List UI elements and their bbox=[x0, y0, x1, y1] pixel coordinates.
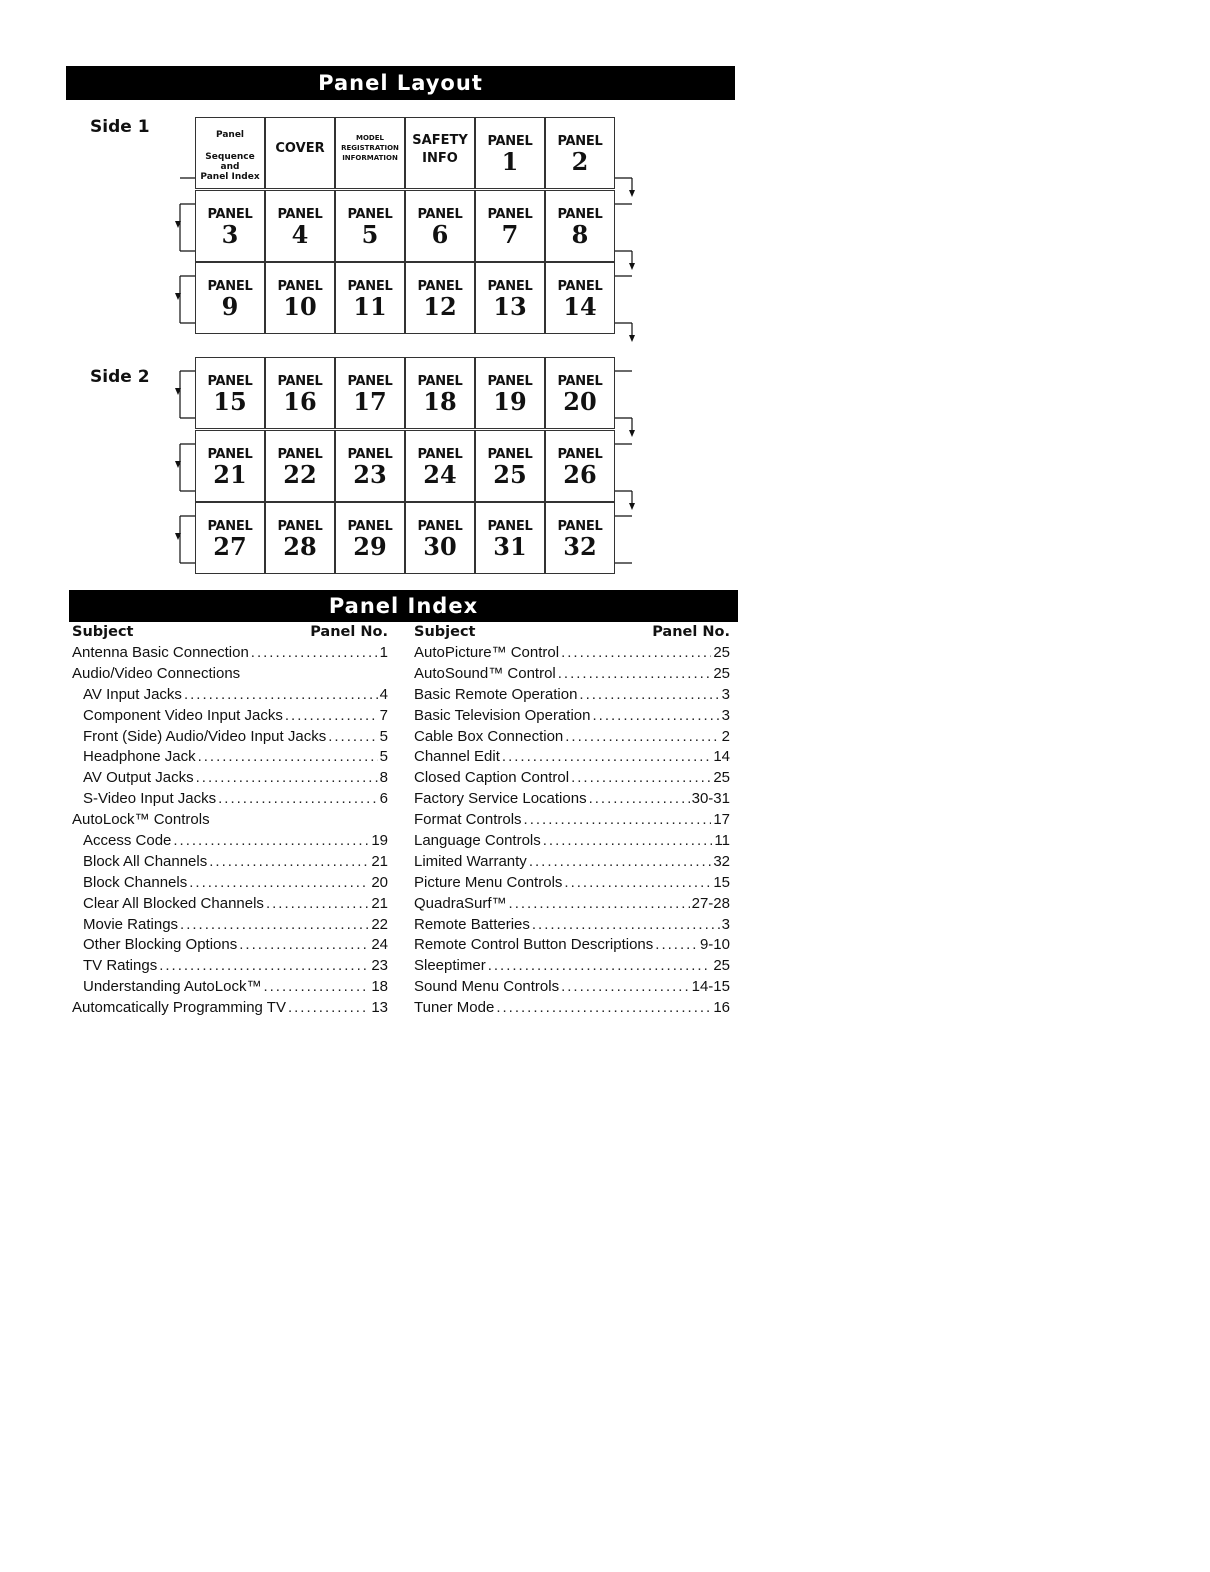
index-panel-number: 30-31 bbox=[691, 790, 730, 808]
dot-leader bbox=[285, 706, 378, 727]
panel-number: 28 bbox=[283, 532, 317, 561]
panel-word: PANEL bbox=[417, 519, 463, 534]
panel-word: PANEL bbox=[277, 279, 323, 294]
cell-panel-15 bbox=[195, 357, 265, 429]
dot-leader bbox=[251, 643, 378, 664]
panel-number: 4 bbox=[291, 220, 309, 249]
index-panel-number: 14-15 bbox=[691, 978, 730, 996]
panel-number: 26 bbox=[563, 460, 597, 489]
index-subject: Cable Box Connection bbox=[414, 727, 564, 745]
panel-number: 19 bbox=[493, 387, 527, 416]
dot-leader bbox=[571, 768, 711, 789]
index-entry bbox=[72, 810, 388, 831]
index-panel-number: 25 bbox=[713, 957, 730, 975]
index-panel-number: 11 bbox=[714, 832, 730, 850]
panel-word: PANEL bbox=[207, 279, 253, 294]
safety-line-2: INFO bbox=[422, 151, 458, 166]
panel-number: 31 bbox=[493, 532, 527, 561]
index-subject: Basic Television Operation bbox=[414, 706, 591, 724]
cell-safety-info bbox=[405, 117, 475, 189]
dot-leader bbox=[524, 810, 712, 831]
index-subject: Antenna Basic Connection bbox=[72, 644, 249, 661]
index-subject: Other Blocking Options bbox=[83, 936, 238, 954]
index-subject: AutoLock™ Controls bbox=[72, 811, 210, 829]
panel-sequence-line-2: Sequence bbox=[205, 152, 255, 162]
dot-leader bbox=[159, 956, 369, 977]
dot-leader bbox=[488, 956, 712, 977]
index-subject: S-Video Input Jacks bbox=[83, 790, 217, 808]
panel-word: PANEL bbox=[417, 374, 463, 389]
index-entry bbox=[414, 789, 730, 810]
flow-arrow-down bbox=[629, 430, 635, 437]
index-entry bbox=[414, 956, 730, 977]
dot-leader bbox=[561, 977, 690, 998]
index-entry bbox=[72, 685, 388, 706]
index-entry bbox=[72, 643, 388, 664]
index-entry bbox=[72, 789, 388, 810]
dot-leader bbox=[189, 873, 369, 894]
index-subject: AV Output Jacks bbox=[83, 769, 194, 787]
index-panel-number: 27-28 bbox=[691, 894, 730, 912]
index-panel-number: 25 bbox=[713, 664, 730, 682]
index-entry bbox=[414, 894, 730, 915]
panel-number: 16 bbox=[283, 387, 317, 416]
dot-leader bbox=[592, 706, 719, 727]
index-panel-number: 3 bbox=[721, 685, 730, 703]
index-entry bbox=[414, 935, 730, 956]
index-subject: Audio/Video Connections bbox=[72, 664, 241, 682]
panel-word: PANEL bbox=[277, 447, 323, 462]
panel-number: 20 bbox=[563, 387, 597, 416]
index-entry bbox=[72, 873, 388, 894]
index-panel-number: 20 bbox=[371, 873, 388, 891]
index-panel-number: 14 bbox=[713, 748, 730, 766]
panel-word: PANEL bbox=[347, 207, 393, 222]
dot-leader bbox=[579, 685, 719, 706]
panel-number: 18 bbox=[423, 387, 457, 416]
index-entry bbox=[414, 873, 730, 894]
cell-cover bbox=[265, 117, 335, 189]
panel-word: PANEL bbox=[557, 519, 603, 534]
cell-panel-20 bbox=[545, 357, 615, 429]
dot-leader bbox=[180, 915, 369, 936]
index-subject: AutoSound™ Control bbox=[414, 664, 556, 682]
dot-leader bbox=[564, 873, 711, 894]
panel-word: PANEL bbox=[207, 447, 253, 462]
panel-number: 32 bbox=[563, 532, 597, 561]
index-panel-number: 6 bbox=[379, 790, 388, 808]
panel-sequence-line-3: and bbox=[220, 162, 240, 172]
index-subject: Language Controls bbox=[414, 832, 541, 850]
index-entry bbox=[414, 998, 730, 1019]
index-subject: Format Controls bbox=[414, 811, 522, 829]
index-panel-number: 25 bbox=[713, 644, 730, 661]
panel-number: 10 bbox=[283, 292, 317, 321]
index-subject: Limited Warranty bbox=[414, 852, 527, 870]
flow-arrow-down bbox=[629, 190, 635, 197]
dot-leader bbox=[509, 894, 690, 915]
index-subject: TV Ratings bbox=[83, 957, 158, 975]
panel-word: PANEL bbox=[277, 207, 323, 222]
dot-leader bbox=[565, 727, 719, 748]
index-subject: Tuner Mode bbox=[414, 999, 495, 1017]
index-panel-number: 3 bbox=[721, 915, 730, 933]
index-panel-number: 32 bbox=[713, 852, 730, 870]
index-subject: Clear All Blocked Channels bbox=[83, 894, 264, 912]
panel-word: PANEL bbox=[487, 374, 533, 389]
index-entry bbox=[72, 998, 388, 1019]
panel-word: PANEL bbox=[557, 134, 603, 149]
index-entry bbox=[414, 747, 730, 768]
dot-leader bbox=[218, 789, 378, 810]
panel-word: PANEL bbox=[277, 374, 323, 389]
dot-leader bbox=[589, 789, 690, 810]
panel-number: 7 bbox=[501, 220, 519, 249]
panel-word: PANEL bbox=[557, 279, 603, 294]
index-panel-number: 25 bbox=[713, 769, 730, 787]
panel-number: 24 bbox=[423, 460, 457, 489]
cell-panel-18 bbox=[405, 357, 475, 429]
header-panel-no: Panel No. bbox=[310, 624, 388, 640]
index-right-column bbox=[414, 622, 730, 1019]
index-subject: Movie Ratings bbox=[83, 915, 179, 933]
side-1-label: Side 1 bbox=[90, 117, 150, 137]
index-entry bbox=[72, 727, 388, 748]
index-panel-number: 22 bbox=[371, 915, 388, 933]
cell-panel-sequence bbox=[195, 117, 265, 189]
panel-number: 1 bbox=[501, 147, 519, 176]
dot-leader bbox=[184, 685, 378, 706]
dot-leader bbox=[288, 998, 369, 1019]
index-entry bbox=[72, 894, 388, 915]
index-entry bbox=[72, 768, 388, 789]
header-subject: Subject bbox=[72, 624, 134, 640]
index-subject: Remote Control Button Descriptions bbox=[414, 936, 654, 954]
index-panel-number: 7 bbox=[379, 706, 388, 724]
panel-number: 30 bbox=[423, 532, 457, 561]
index-header bbox=[72, 622, 388, 643]
index-subject: Block Channels bbox=[83, 873, 188, 891]
panel-number: 8 bbox=[571, 220, 589, 249]
dot-leader bbox=[209, 852, 369, 873]
index-subject: Understanding AutoLock™ bbox=[83, 978, 262, 996]
cell-panel-1 bbox=[475, 117, 545, 189]
cell-panel-2 bbox=[545, 117, 615, 189]
index-panel-number: 8 bbox=[379, 769, 388, 787]
panel-word: PANEL bbox=[417, 207, 463, 222]
index-subject: Component Video Input Jacks bbox=[83, 706, 283, 724]
panel-word: PANEL bbox=[487, 447, 533, 462]
cell-panel-11 bbox=[335, 262, 405, 334]
dot-leader bbox=[239, 935, 369, 956]
panel-number: 29 bbox=[353, 532, 387, 561]
index-entry bbox=[414, 664, 730, 685]
index-subject: Front (Side) Audio/Video Input Jacks bbox=[83, 727, 327, 745]
index-panel-number: 4 bbox=[379, 685, 388, 703]
index-subject: Sleeptimer bbox=[414, 957, 486, 975]
cell-panel-8 bbox=[545, 190, 615, 262]
index-subject: Sound Menu Controls bbox=[414, 978, 560, 996]
flow-arrow-down bbox=[629, 503, 635, 510]
index-panel-number: 5 bbox=[379, 727, 388, 745]
panel-word: PANEL bbox=[487, 279, 533, 294]
cell-panel-10 bbox=[265, 262, 335, 334]
index-subject: Channel Edit bbox=[414, 748, 500, 766]
panel-number: 3 bbox=[221, 220, 239, 249]
index-entry bbox=[72, 956, 388, 977]
cell-panel-17 bbox=[335, 357, 405, 429]
panel-number: 6 bbox=[431, 220, 449, 249]
panel-word: PANEL bbox=[417, 279, 463, 294]
cell-panel-7 bbox=[475, 190, 545, 262]
panel-word: PANEL bbox=[277, 519, 323, 534]
index-panel-number: 21 bbox=[371, 852, 388, 870]
index-entry bbox=[414, 810, 730, 831]
cell-panel-9 bbox=[195, 262, 265, 334]
index-entry bbox=[414, 643, 730, 664]
panel-word: PANEL bbox=[207, 207, 253, 222]
safety-line-1: SAFETY bbox=[412, 133, 468, 148]
cell-panel-29 bbox=[335, 502, 405, 574]
dot-leader bbox=[655, 935, 698, 956]
panel-word: PANEL bbox=[207, 519, 253, 534]
index-entry bbox=[72, 747, 388, 768]
dot-leader bbox=[558, 664, 712, 685]
dot-leader bbox=[266, 894, 369, 915]
cell-panel-19 bbox=[475, 357, 545, 429]
panel-number: 21 bbox=[213, 460, 247, 489]
index-entry bbox=[414, 831, 730, 852]
index-panel-number: 15 bbox=[713, 873, 730, 891]
panel-number: 17 bbox=[353, 387, 387, 416]
panel-word: PANEL bbox=[487, 134, 533, 149]
index-panel-number: 17 bbox=[713, 811, 730, 829]
dot-leader bbox=[529, 852, 712, 873]
panel-number: 15 bbox=[213, 387, 247, 416]
panel-number: 12 bbox=[423, 292, 457, 321]
side-2-label: Side 2 bbox=[90, 367, 150, 387]
index-left-column bbox=[72, 622, 388, 1019]
panel-number: 22 bbox=[283, 460, 317, 489]
index-entry bbox=[414, 915, 730, 936]
cell-panel-24 bbox=[405, 430, 475, 502]
cell-panel-16 bbox=[265, 357, 335, 429]
panel-number: 9 bbox=[221, 292, 239, 321]
index-entry bbox=[72, 977, 388, 998]
index-panel-number: 23 bbox=[371, 957, 388, 975]
panel-number: 13 bbox=[493, 292, 527, 321]
panel-word: PANEL bbox=[557, 374, 603, 389]
index-panel-number: 1 bbox=[379, 644, 388, 661]
cell-panel-3 bbox=[195, 190, 265, 262]
flow-arrow-down bbox=[629, 335, 635, 342]
cell-panel-12 bbox=[405, 262, 475, 334]
index-subject: Basic Remote Operation bbox=[414, 685, 578, 703]
index-subject: Picture Menu Controls bbox=[414, 873, 563, 891]
dot-leader bbox=[561, 643, 711, 664]
cell-panel-14 bbox=[545, 262, 615, 334]
index-entry bbox=[414, 685, 730, 706]
dot-leader bbox=[198, 747, 378, 768]
panel-word: PANEL bbox=[347, 374, 393, 389]
panel-number: 14 bbox=[563, 292, 597, 321]
index-subject: Factory Service Locations bbox=[414, 790, 587, 808]
index-panel-number: 21 bbox=[371, 894, 388, 912]
panel-word: PANEL bbox=[347, 447, 393, 462]
index-panel-number: 2 bbox=[721, 727, 730, 745]
panel-number: 11 bbox=[353, 292, 387, 321]
dot-leader bbox=[532, 915, 720, 936]
cell-panel-13 bbox=[475, 262, 545, 334]
panel-word: PANEL bbox=[487, 519, 533, 534]
index-subject: Closed Caption Control bbox=[414, 769, 570, 787]
dot-leader bbox=[328, 727, 377, 748]
cell-panel-30 bbox=[405, 502, 475, 574]
panel-number: 27 bbox=[213, 532, 247, 561]
index-subject: AutoPicture™ Control bbox=[414, 644, 560, 661]
index-entry bbox=[72, 935, 388, 956]
panel-sequence-line-1: Panel bbox=[215, 130, 245, 140]
model-line-2: REGISTRATION bbox=[341, 144, 399, 152]
index-panel-number: 19 bbox=[371, 832, 388, 850]
cell-panel-25 bbox=[475, 430, 545, 502]
panel-sequence-line-4: Panel Index bbox=[200, 172, 260, 182]
cell-panel-6 bbox=[405, 190, 475, 262]
cell-panel-31 bbox=[475, 502, 545, 574]
index-subject: AV Input Jacks bbox=[83, 685, 182, 703]
cell-panel-4 bbox=[265, 190, 335, 262]
header-panel-no: Panel No. bbox=[652, 624, 730, 640]
cell-model-registration bbox=[335, 117, 405, 189]
dot-leader bbox=[263, 977, 369, 998]
panel-layout-banner: Panel Layout bbox=[66, 66, 735, 100]
index-panel-number: 13 bbox=[371, 999, 388, 1017]
panel-word: PANEL bbox=[557, 447, 603, 462]
index-entry bbox=[414, 706, 730, 727]
panel-word: PANEL bbox=[207, 374, 253, 389]
panel-number: 5 bbox=[361, 220, 379, 249]
dot-leader bbox=[502, 747, 711, 768]
dot-leader bbox=[496, 998, 711, 1019]
index-subject: Block All Channels bbox=[83, 852, 208, 870]
dot-leader bbox=[173, 831, 369, 852]
cell-panel-26 bbox=[545, 430, 615, 502]
index-entry bbox=[72, 831, 388, 852]
index-subject: Headphone Jack bbox=[83, 748, 196, 766]
panel-number: 2 bbox=[571, 147, 589, 176]
index-entry bbox=[72, 852, 388, 873]
index-entry bbox=[72, 915, 388, 936]
panel-number: 25 bbox=[493, 460, 527, 489]
index-subject: Automcatically Programming TV bbox=[72, 999, 286, 1017]
index-panel-number: 3 bbox=[721, 706, 730, 724]
panel-index-banner: Panel Index bbox=[69, 590, 738, 622]
panel-word: PANEL bbox=[347, 519, 393, 534]
index-panel-number: 16 bbox=[713, 999, 730, 1017]
index-entry bbox=[72, 664, 388, 685]
panel-number: 23 bbox=[353, 460, 387, 489]
panel-word: PANEL bbox=[557, 207, 603, 222]
header-subject: Subject bbox=[414, 624, 476, 640]
panel-word: PANEL bbox=[487, 207, 533, 222]
model-line-1: MODEL bbox=[356, 134, 384, 142]
cell-panel-23 bbox=[335, 430, 405, 502]
cell-panel-21 bbox=[195, 430, 265, 502]
index-header bbox=[414, 622, 730, 643]
index-panel-number: 5 bbox=[379, 748, 388, 766]
index-subject: Access Code bbox=[83, 832, 172, 850]
cell-panel-27 bbox=[195, 502, 265, 574]
flow-arrow-down bbox=[629, 263, 635, 270]
cell-panel-32 bbox=[545, 502, 615, 574]
dot-leader bbox=[543, 831, 713, 852]
panel-word: PANEL bbox=[417, 447, 463, 462]
dot-leader bbox=[196, 768, 378, 789]
cell-panel-28 bbox=[265, 502, 335, 574]
index-panel-number: 18 bbox=[371, 978, 388, 996]
index-entry bbox=[414, 852, 730, 873]
index-entry bbox=[414, 977, 730, 998]
cell-panel-22 bbox=[265, 430, 335, 502]
index-panel-number: 9-10 bbox=[699, 936, 730, 954]
index-panel-number: 24 bbox=[371, 936, 388, 954]
index-entry bbox=[414, 727, 730, 748]
model-line-3: INFORMATION bbox=[342, 154, 398, 162]
index-subject: Remote Batteries bbox=[414, 915, 530, 933]
index-entry bbox=[72, 706, 388, 727]
cover-label: COVER bbox=[275, 141, 325, 156]
index-entry bbox=[414, 768, 730, 789]
cell-panel-5 bbox=[335, 190, 405, 262]
panel-word: PANEL bbox=[347, 279, 393, 294]
index-subject: QuadraSurf™ bbox=[414, 894, 507, 912]
